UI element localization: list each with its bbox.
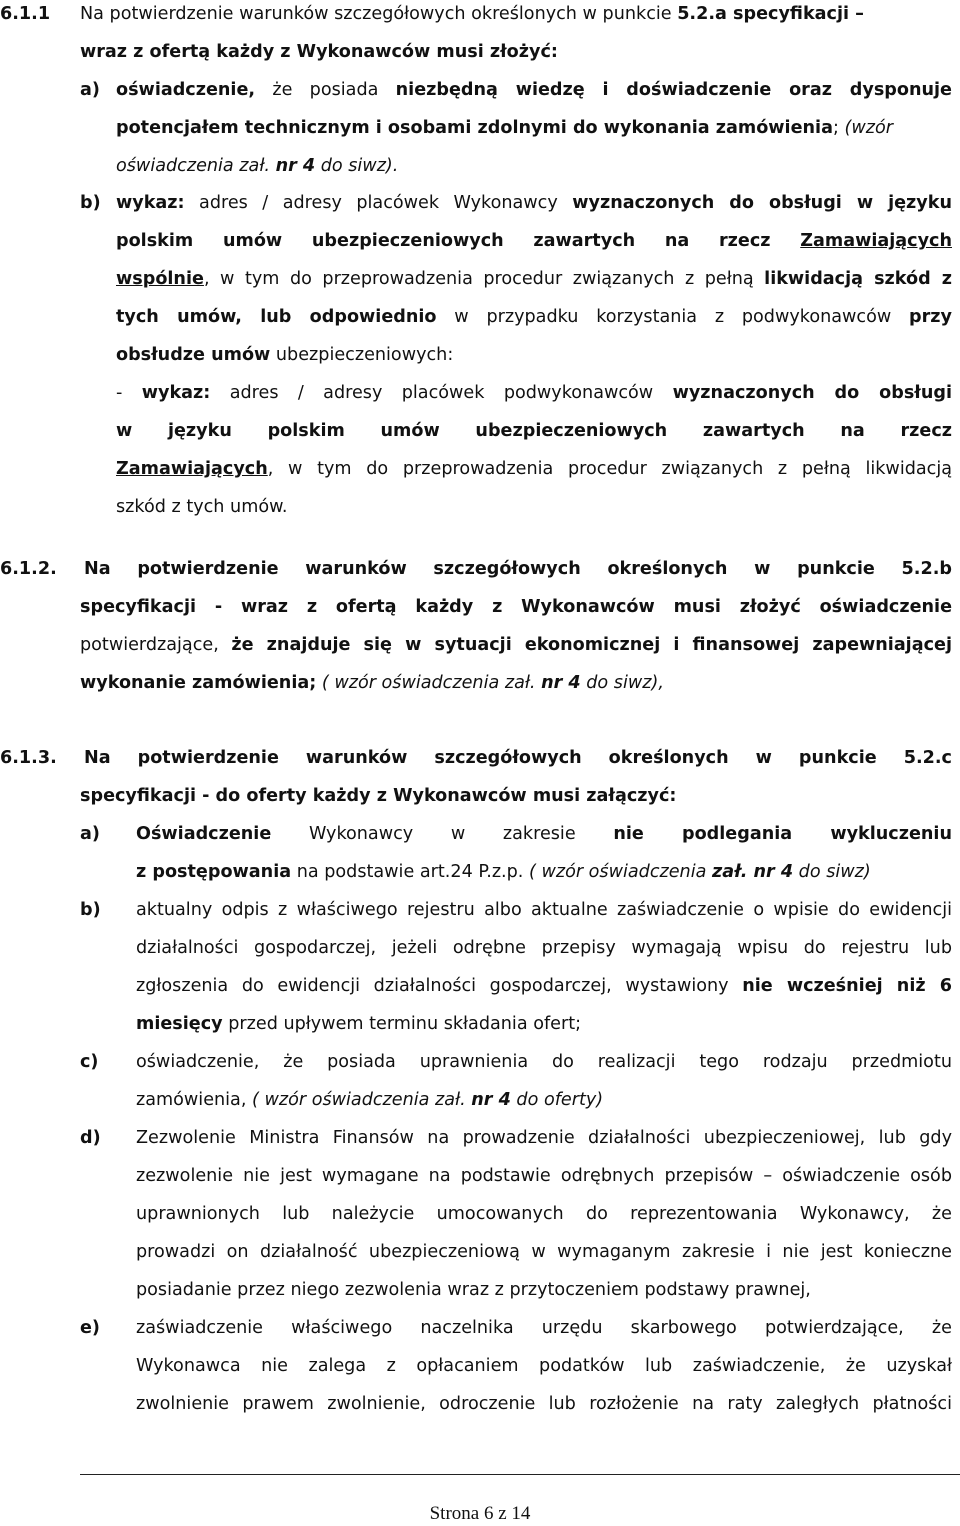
section-613-line1: Na potwierdzenie warunków szczegółowych określonych w punkcie 5.2.c [84,748,952,768]
item-613-d-line5: posiadanie przez niego zezwolenia wraz z przytoczeniem podstawy prawnej, [136,1280,811,1300]
item-613-d-line2: zezwolenie nie jest wymagane na podstawie odrębnych przepisów – oświadczenie osób [136,1166,952,1186]
section-612-line1: Na potwierdzenie warunków szczegółowych określonych w punkcie 5.2.b [84,559,952,579]
section-612-line3: potwierdzające, że znajduje się w sytuacji ekonomicznej i finansowej zapewniającej [80,635,952,655]
item-613-e-line1: zaświadczenie właściwego naczelnika urzędu skarbowego potwierdzające, że [136,1318,952,1338]
item-613-d-line1: Zezwolenie Ministra Finansów na prowadzenie działalności ubezpieczeniowej, lub gdy [136,1128,952,1148]
section-611-heading-line1: Na potwierdzenie warunków szczegółowych określonych w punkcie 5.2.a specyfikacji – [80,4,864,24]
section-613-line2: specyfikacji - do oferty każdy z Wykonawców musi załączyć: [80,786,677,806]
footer-divider [80,1474,960,1475]
item-613-c-line1: oświadczenie, że posiada uprawnienia do realizacji tego rodzaju przedmiotu [136,1052,952,1072]
item-611-b-line5: obsłudze umów ubezpieczeniowych: [116,345,454,365]
item-611-a-marker: a) [80,80,100,100]
item-611-b-line1: wykaz: adres / adresy placówek Wykonawcy wyznaczonych do obsługi w języku [116,193,952,213]
footer-of-label: z [498,1503,507,1524]
item-613-d-marker: d) [80,1128,101,1148]
section-611-number: 6.1.1 [0,4,51,24]
section-612-number: 6.1.2. [0,559,57,579]
item-611-b-marker: b) [80,193,101,213]
item-611-b-line8: Zamawiających, w tym do przeprowadzenia procedur związanych z pełną likwidacją [116,459,952,479]
item-613-b-marker: b) [80,900,101,920]
item-611-b-line9: szkód z tych umów. [116,497,288,517]
item-613-b-line2: działalności gospodarczej, jeżeli odrębne przepisy wymagają wpisu do rejestru lub [136,938,952,958]
item-613-c-line2: zamówienia, ( wzór oświadczenia zał. nr 4 do oferty) [136,1090,604,1110]
item-613-a-marker: a) [80,824,100,844]
item-613-a-line1: Oświadczenie Wykonawcy w zakresie nie podlegania wykluczeniu [136,824,952,844]
item-611-b-line3: wspólnie, w tym do przeprowadzenia procedur związanych z pełną likwidacją szkód z [116,269,952,289]
section-612-line2: specyfikacji - wraz z ofertą każdy z Wykonawców musi złożyć oświadczenie [80,597,952,617]
item-613-c-marker: c) [80,1052,99,1072]
item-611-b-line6: - wykaz: adres / adresy placówek podwykonawców wyznaczonych do obsługi [116,383,952,403]
item-613-e-marker: e) [80,1318,100,1338]
item-611-a-line2: potencjałem technicznym i osobami zdolnymi do wykonania zamówienia; (wzór [116,118,893,138]
item-613-a-line2: z postępowania na podstawie art.24 P.z.p. ( wzór oświadczenia zał. nr 4 do siwz) [136,862,871,882]
item-611-b-line7: w języku polskim umów ubezpieczeniowych zawartych na rzecz [116,421,952,441]
item-613-b-line1: aktualny odpis z właściwego rejestru albo aktualne zaświadczenie o wpisie do ewidencji [136,900,952,920]
item-613-d-line3: uprawnionych lub należycie umocowanych do reprezentowania Wykonawcy, że [136,1204,952,1224]
item-611-b-line4: tych umów, lub odpowiednio w przypadku korzystania z podwykonawców przy [116,307,952,327]
page-footer [0,1502,960,1526]
item-613-b-line4: miesięcy przed upływem terminu składania ofert; [136,1014,582,1034]
item-611-b-line2: polskim umów ubezpieczeniowych zawartych na rzecz Zamawiających [116,231,952,251]
item-611-a-line3: oświadczenia zał. nr 4 do siwz). [116,156,399,176]
section-611-heading-line2: wraz z ofertą każdy z Wykonawców musi złożyć: [80,42,558,62]
footer-page-number: 6 [483,1503,494,1524]
section-612-line4: wykonanie zamówienia; ( wzór oświadczenia zał. nr 4 do siwz), [80,673,664,693]
item-613-e-line3: zwolnienie prawem zwolnienie, odroczenie lub rozłożenie na raty zaległych płatności [136,1394,952,1414]
section-613-number: 6.1.3. [0,748,57,768]
footer-strona-label: Strona [429,1503,480,1524]
item-613-d-line4: prowadzi on działalność ubezpieczeniową w wymaganym zakresie i nie jest konieczne [136,1242,952,1262]
footer-total-pages: 14 [511,1503,531,1524]
item-611-a-line1: oświadczenie, że posiada niezbędną wiedzę i doświadczenie oraz dysponuje [116,80,952,100]
item-613-e-line2: Wykonawca nie zalega z opłacaniem podatków lub zaświadczenie, że uzyskał [136,1356,952,1376]
item-613-b-line3: zgłoszenia do ewidencji działalności gospodarczej, wystawiony nie wcześniej niż 6 [136,976,952,996]
